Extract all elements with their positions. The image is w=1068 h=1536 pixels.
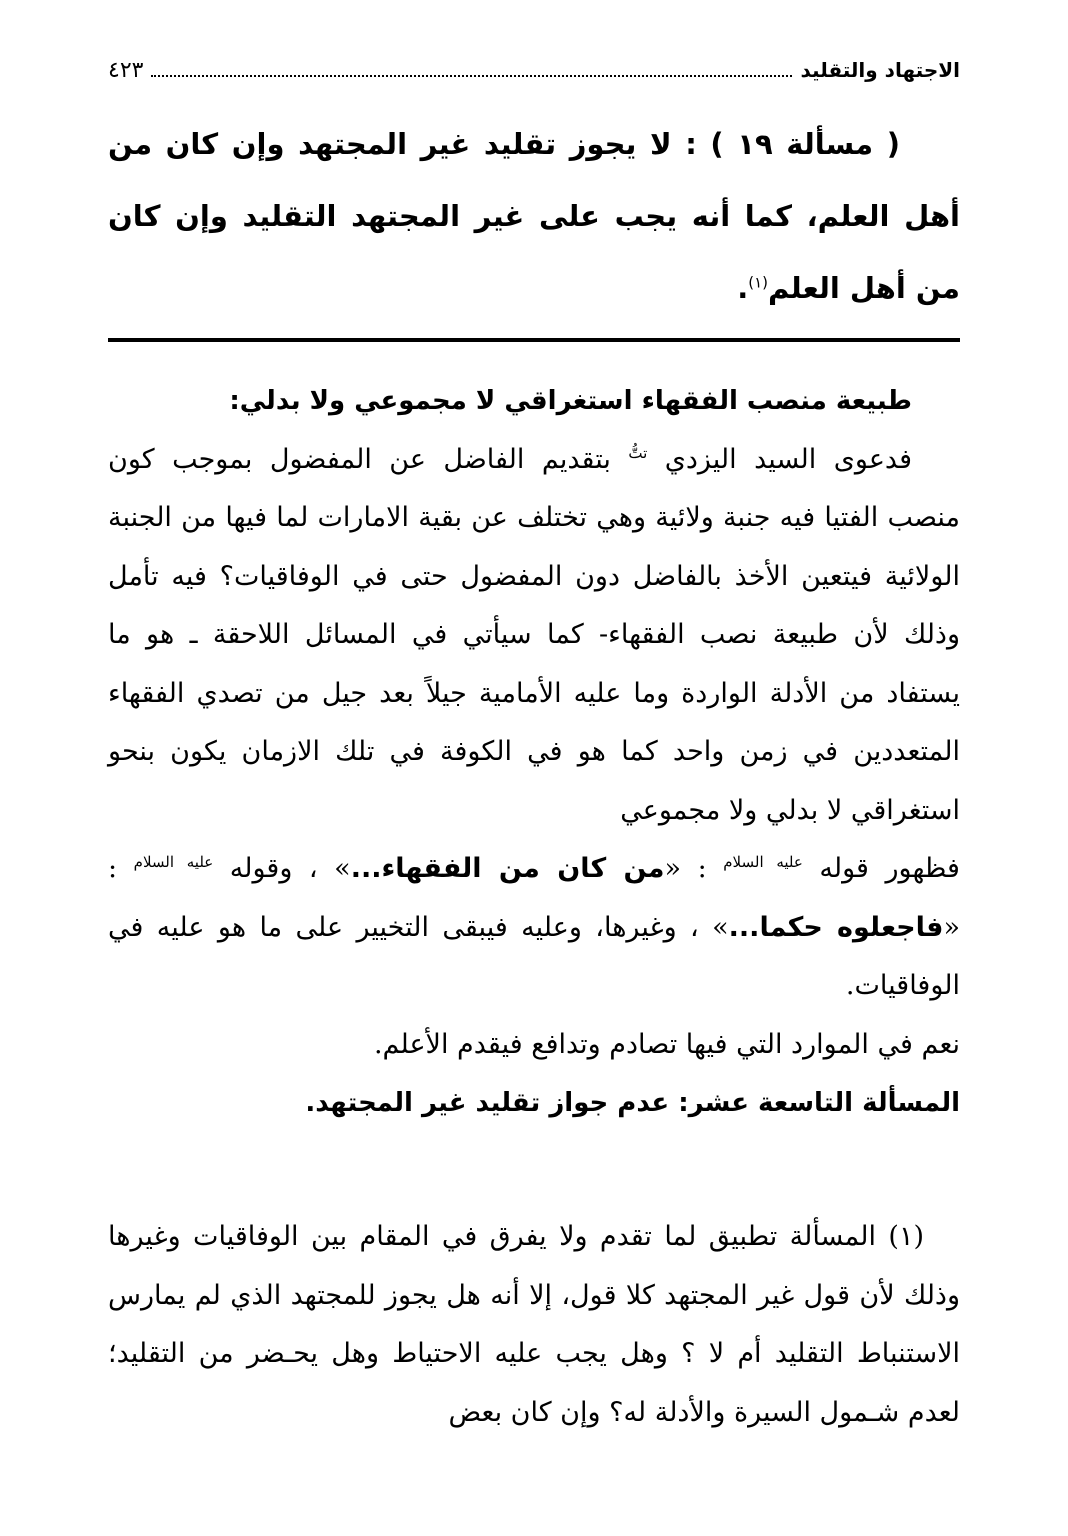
p2-text-a: فظهور قوله bbox=[819, 853, 960, 884]
footnote-reference: (١) bbox=[748, 273, 769, 292]
commentary-paragraph-1 bbox=[108, 431, 960, 841]
masala-19-body: ( مسألة ١٩ ) : لا يجوز تقليد غير المجتهد وإن كان من أهل العلم، كما أنه يجب على غير المجتهد التقليد وإن كان من أهل العلم bbox=[108, 127, 960, 305]
p1-text-a: فدعوى السيد اليزدي bbox=[664, 443, 913, 475]
p2-text-e: » ، وغيرها، وعليه فيبقى التخيير على ما هو عليه في الوفاقيات. bbox=[108, 911, 960, 1001]
section-heading: طبيعة منصب الفقهاء استغراقي لا مجموعي ولا بدلي: bbox=[229, 386, 912, 416]
masala-19-text bbox=[108, 108, 960, 324]
footnote-paragraph bbox=[108, 1208, 960, 1442]
footnote-marker: (١) bbox=[888, 1221, 924, 1252]
honorific-glyph: عليه السلام bbox=[723, 853, 803, 871]
honorific-glyph: عليه السلام bbox=[133, 853, 214, 871]
running-header bbox=[108, 50, 960, 90]
commentary-paragraph-3: نعم في الموارد التي فيها تصادم وتدافع فيقدم الأعلم. bbox=[373, 1028, 960, 1060]
main-text bbox=[108, 108, 960, 324]
page-number: ٤٢٣ bbox=[108, 57, 144, 83]
masala-heading: المسألة التاسعة عشر: عدم جواز تقليد غير المجتهد. bbox=[305, 1088, 960, 1118]
footnote bbox=[108, 1208, 960, 1442]
header-title: الاجتهاد والتقليد bbox=[800, 58, 960, 82]
honorific-glyph: تتُّ bbox=[628, 443, 648, 462]
quote-1: من كان من الفقهاء... bbox=[350, 853, 665, 884]
p2-text-b: : « bbox=[664, 853, 707, 884]
masala-19-end: . bbox=[737, 271, 749, 305]
section-divider bbox=[108, 338, 960, 342]
p2-text-c: » ، وقوله bbox=[229, 853, 351, 884]
commentary-paragraph-2 bbox=[108, 840, 960, 1016]
header-dot-leader bbox=[151, 75, 792, 77]
p2-text-d: : « bbox=[108, 853, 960, 943]
quote-2: فاجعلوه حكما... bbox=[728, 911, 944, 943]
p1-text-b: بتقديم الفاضل عن المفضول بموجب كون منصب الفتيا فيه جنبة ولائية وهي تختلف عن بقية الامارات لما فيها من الجنبة الولائية فيتعين الأخذ بالفاضل دون المفضول حتى في الوفاقيات؟ فيه تأمل وذلك لأن طبيعة نصب الفقهاء- كما سيأتي في المسائل اللاحقة ـ هو ما يستفاد من الأدلة الواردة وما عليه الأمامية جيلاً بعد جيل من تصدي الفقهاء المتعددين في زمن واحد كما هو في الكوفة في تلك الازمان يكون بنحو استغراقي لا بدلي ولا مجموعي bbox=[108, 443, 960, 826]
commentary bbox=[108, 372, 960, 1133]
footnote-text: المسألة تطبيق لما تقدم ولا يفرق في المقام بين الوفاقيات وغيرها وذلك لأن قول غير المجتهد كلا قول، إلا أنه هل يجوز للمجتهد الذي لم يمارس الاستنباط التقليد أم لا ؟ وهل يجب عليه الاحتياط وهل يحـضر من التقليد؛ لعدم شـمول السيرة والأدلة له؟ وإن كان بعض bbox=[108, 1221, 960, 1428]
